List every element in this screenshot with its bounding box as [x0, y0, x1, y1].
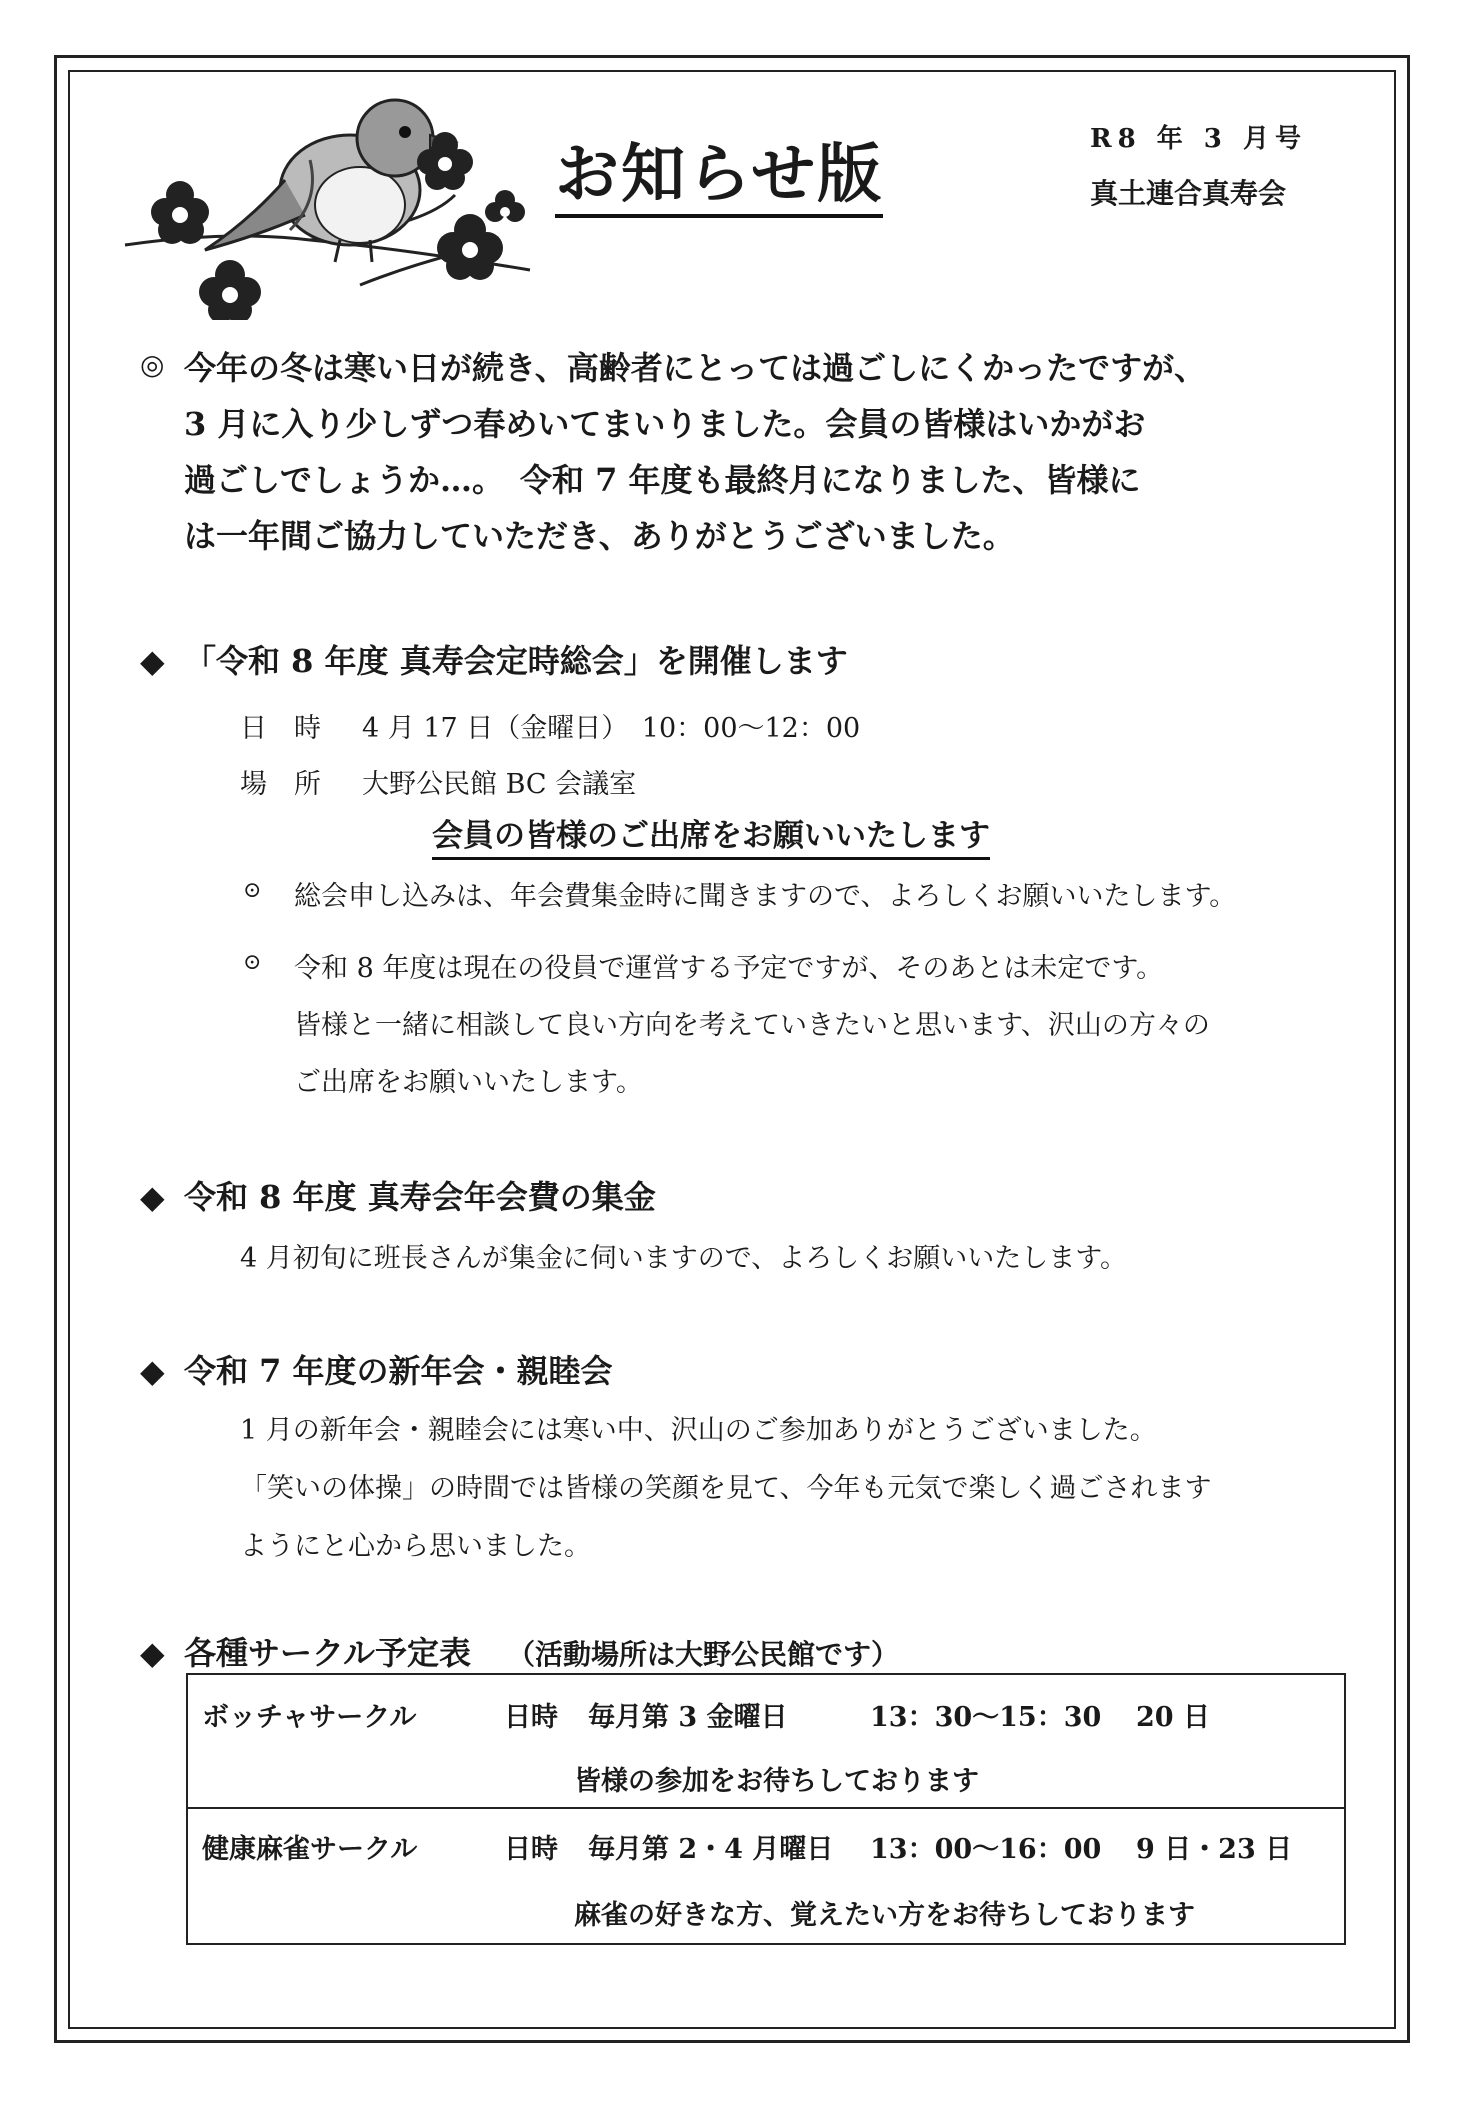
meeting-note-2-line-2: 皆様と一緒に相談して良い方向を考えていきたいと思います、沢山の方々の: [294, 1010, 1210, 1041]
meeting-place-value: 大野公民館 BC 会議室: [362, 769, 637, 800]
new-year-line-2: 「笑いの体操」の時間では皆様の笑顔を見て、今年も元気で楽しく過ごされます: [240, 1473, 1212, 1504]
schedule-label: 日時: [504, 1702, 558, 1733]
diamond-icon: ◆: [140, 642, 165, 680]
fees-heading-text: 令和 8 年度 真寿会年会費の集金: [184, 1178, 656, 1216]
intro-text: 今年の冬は寒い日が続き、高齢者にとっては過ごしにくかったですが、 3 月に入り少しずつ春めいてまいりました。会員の皆様はいかがお 過ごしでしょうか…。 令和 7 年度も最終月になりました、皆様に は一年間ご協力していただき、ありがとうございました。: [184, 349, 1207, 555]
meeting-place-label: 場 所: [240, 769, 321, 800]
diamond-icon: ◆: [140, 1178, 165, 1216]
general-meeting-heading-text: 「令和 8 年度 真寿会定時総会」を開催します: [184, 642, 848, 680]
circle-note: 皆様の参加をお待ちしております: [574, 1766, 979, 1797]
meeting-note-2-line-1: 令和 8 年度は現在の役員で運営する予定ですが、そのあとは未定です。: [294, 953, 1164, 984]
organization-name: 真土連合真寿会: [1090, 177, 1287, 210]
bird-plum-blossom-illustration: [110, 90, 550, 320]
new-year-heading-text: 令和 7 年度の新年会・親睦会: [184, 1352, 613, 1390]
circles-heading: [140, 1628, 899, 1674]
circles-heading-text: 各種サークル予定表: [184, 1634, 472, 1672]
circle-dot-icon: ⊙: [243, 878, 262, 903]
fees-heading: [140, 1172, 656, 1218]
new-year-line-1: 1 月の新年会・親睦会には寒い中、沢山のご参加ありがとうございました。: [240, 1415, 1157, 1446]
meeting-note-1: 総会申し込みは、年会費集金時に聞きますので、よろしくお願いいたします。: [294, 881, 1237, 912]
schedule-day: 9 日・23 日: [1136, 1834, 1293, 1865]
double-circle-icon: ◎: [140, 348, 165, 381]
circle-name: 健康麻雀サークル: [202, 1834, 418, 1865]
general-meeting-heading: [140, 636, 848, 682]
table-divider: [188, 1807, 1344, 1809]
circle-note: 麻雀の好きな方、覚えたい方をお待ちしております: [574, 1900, 1195, 1931]
schedule-pattern: 毎月第 3 金曜日: [588, 1702, 788, 1733]
meeting-date-label: 日 時: [240, 713, 321, 744]
page-title: お知らせ版: [555, 140, 883, 218]
diamond-icon: ◆: [140, 1352, 165, 1390]
attendance-request: 会員の皆様のご出席をお願いいたします: [432, 810, 990, 860]
intro-paragraph: [140, 340, 1330, 564]
meeting-date-value: 4 月 17 日（金曜日） 10：00～12：00: [362, 713, 861, 744]
schedule-label: 日時: [504, 1834, 558, 1865]
new-year-heading: [140, 1346, 613, 1392]
circle-name: ボッチャサークル: [202, 1702, 417, 1733]
circle-dot-icon: ⊙: [243, 950, 262, 975]
bird-icon: [205, 100, 455, 262]
schedule-day: 20 日: [1136, 1702, 1210, 1733]
schedule-pattern: 毎月第 2・4 月曜日: [588, 1834, 834, 1865]
diamond-icon: ◆: [140, 1634, 165, 1672]
circle-schedule-table: [186, 1673, 1346, 1945]
fees-text: 4 月初旬に班長さんが集金に伺いますので、よろしくお願いいたします。: [240, 1243, 1128, 1274]
meeting-note-2-line-3: ご出席をお願いいたします。: [294, 1067, 643, 1098]
circles-subheading: （活動場所は大野公民館です）: [507, 1638, 900, 1671]
issue-number: R8 年 3 月号: [1090, 124, 1307, 154]
schedule-time: 13：30～15：30: [870, 1702, 1102, 1733]
schedule-time: 13：00～16：00: [870, 1834, 1102, 1865]
new-year-line-3: ようにと心から思いました。: [240, 1531, 591, 1562]
